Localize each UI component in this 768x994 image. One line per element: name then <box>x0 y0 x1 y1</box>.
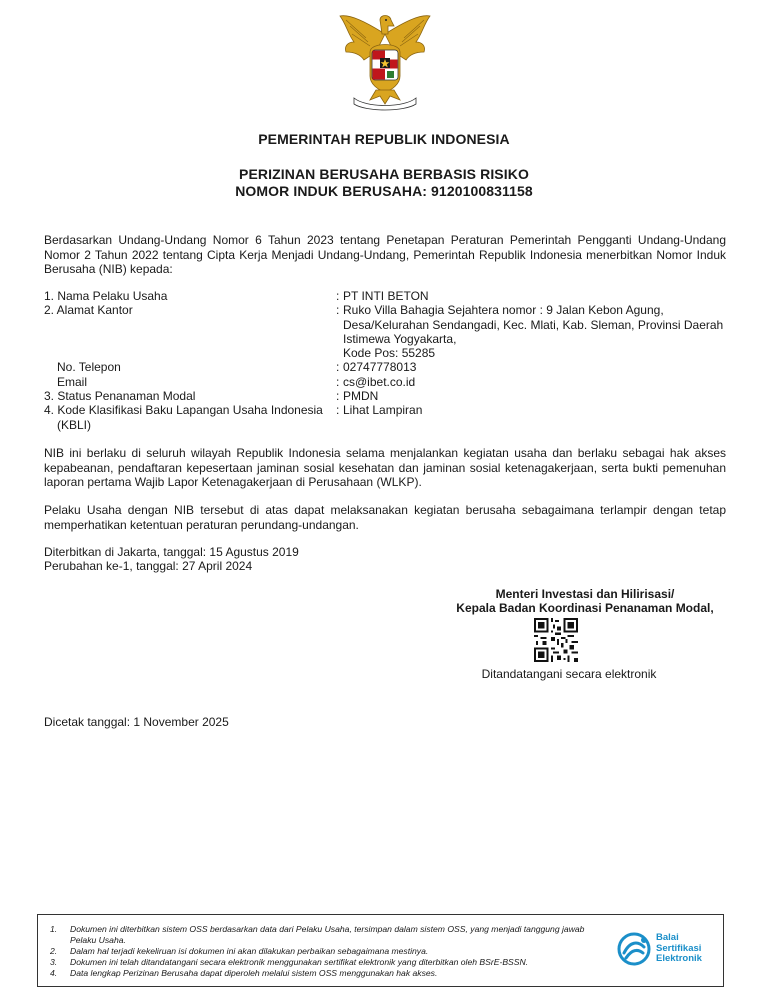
field-row: No. Telepon : 02747778013 <box>44 360 734 374</box>
field-value: Desa/Kelurahan Sendangadi, Kec. Mlati, Kab. Sleman, Provinsi Daerah <box>343 317 724 332</box>
signatory-title: Menteri Investasi dan Hilirisasi/ <box>495 587 675 601</box>
field-label: 1. Nama Pelaku Usaha <box>44 289 168 303</box>
field-label: No. Telepon <box>57 360 121 375</box>
print-date: Dicetak tanggal: 1 November 2025 <box>44 715 229 729</box>
footer-note: 4. Data lengkap Perizinan Berusaha dapat diperoleh melalui sistem OSS menggunakan hak akses. <box>50 968 438 978</box>
signatory-office: Kepala Badan Koordinasi Penanaman Modal, <box>456 601 714 615</box>
field-label <box>44 332 336 346</box>
activity-paragraph: Pelaku Usaha dengan NIB tersebut di atas dapat melaksanakan kegiatan berusaha sebagaimana terlampir dengan tetap memperhatikan ketentuan peraturan perundang-undangan. <box>44 503 726 532</box>
field-value: 02747778013 <box>343 360 417 375</box>
field-label: 2. Alamat Kantor <box>44 303 133 318</box>
bsre-logo <box>616 931 716 971</box>
document-title: PERIZINAN BERUSAHA BERBASIS RISIKO <box>239 166 529 182</box>
field-row: 1. Nama Pelaku Usaha : PT INTI BETON <box>44 289 734 303</box>
field-label: 4. Kode Klasifikasi Baku Lapangan Usaha Indonesia <box>44 403 323 418</box>
footer-note: 1. Dokumen ini diterbitkan sistem OSS berdasarkan data dari Pelaku Usaha, tersimpan dalam sistem OSS, yang menjadi tanggung jawab <box>50 924 585 934</box>
government-heading: PEMERINTAH REPUBLIK INDONESIA <box>258 131 510 147</box>
bsre-logo-text: Balai Sertifikasi Elektronik <box>656 932 702 964</box>
field-label <box>44 318 336 332</box>
footer-note: Pelaku Usaha. <box>70 935 126 945</box>
field-row: 4. Kode Klasifikasi Baku Lapangan Usaha Indonesia : Lihat Lampiran <box>44 403 734 417</box>
field-row <box>44 418 734 432</box>
business-details <box>44 289 734 432</box>
field-label: 3. Status Penanaman Modal <box>44 389 196 404</box>
field-value: PMDN <box>343 389 379 404</box>
field-value: Lihat Lampiran <box>343 403 423 418</box>
field-value <box>343 418 734 432</box>
footer-notes-box <box>37 914 724 987</box>
issued-date: Diterbitkan di Jakarta, tanggal: 15 Agustus 2019 <box>44 545 299 559</box>
field-row <box>44 346 734 360</box>
validity-paragraph: NIB ini berlaku di seluruh wilayah Republik Indonesia selama menjalankan kegiatan usaha dan berlaku sebagai hak akses kepabeanan, pendaftaran kepesertaan jaminan sosial kesehatan dan jaminan sosial ketenagakerjaan, serta bukti pemenuhan laporan pertama Wajib Lapor Ketenagakerjaan di Perusahaan (WLKP). <box>44 446 726 489</box>
footer-notes <box>50 924 610 979</box>
field-value: cs@ibet.co.id <box>343 374 416 389</box>
field-label: Email <box>57 374 88 389</box>
field-row <box>44 332 734 346</box>
field-row: Email : cs@ibet.co.id <box>44 375 734 389</box>
nib-number: NOMOR INDUK BERUSAHA: 9120100831158 <box>235 183 533 199</box>
field-row: 2. Alamat Kantor : Ruko Villa Bahagia Sejahtera nomor : 9 Jalan Kebon Agung, <box>44 303 734 317</box>
field-value: Kode Pos: 55285 <box>343 346 436 361</box>
field-value: Istimewa Yogyakarta, <box>343 331 457 346</box>
field-value: PT INTI BETON <box>343 289 429 303</box>
field-label: (KBLI) <box>57 417 92 432</box>
footer-note: 2. Dalam hal terjadi kekeliruan isi dokumen ini akan dilakukan perbaikan sebagaimana mestinya. <box>50 946 429 956</box>
field-row: 3. Status Penanaman Modal : PMDN <box>44 389 734 403</box>
qr-code-icon[interactable] <box>534 618 578 662</box>
electronic-signature-note: Ditandatangani secara elektronik <box>481 667 657 681</box>
bsre-logo-icon <box>616 931 652 967</box>
field-value: Ruko Villa Bahagia Sejahtera nomor : 9 Jalan Kebon Agung, <box>343 303 664 318</box>
amendment-date: Perubahan ke-1, tanggal: 27 April 2024 <box>44 559 253 573</box>
field-label <box>44 346 336 360</box>
garuda-emblem-icon <box>336 12 434 112</box>
field-row <box>44 318 734 332</box>
intro-paragraph: Berdasarkan Undang-Undang Nomor 6 Tahun 2023 tentang Penetapan Peraturan Pemerintah Pengganti Undang-Undang Nomor 2 Tahun 2022 tentang Cipta Kerja Menjadi Undang-Undang, Pemerintah Republik Indonesia menerbitkan Nomor Induk Berusaha (NIB) kepada: <box>44 233 726 276</box>
footer-note: 3. Dokumen ini telah ditandatangani secara elektronik menggunakan sertifikat elektronik yang diterbitkan oleh BSrE-BSSN. <box>50 957 529 967</box>
